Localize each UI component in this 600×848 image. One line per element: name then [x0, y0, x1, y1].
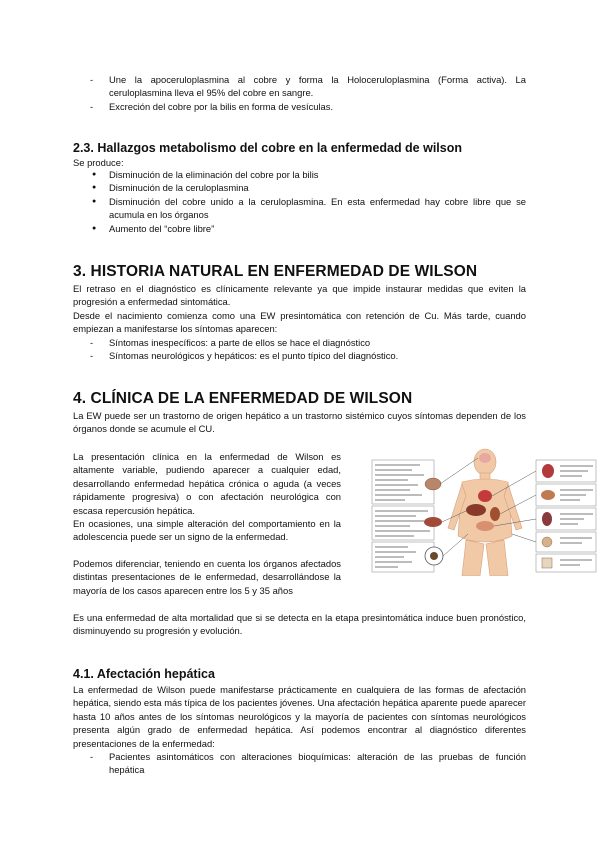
intro-list — [90, 73, 526, 113]
list-item: ● Aumento del “cobre libre” — [90, 222, 526, 235]
section-3-title: 3. HISTORIA NATURAL EN ENFERMEDAD DE WILSON — [73, 263, 478, 280]
section-4-1-title: 4.1. Afectación hepática — [73, 667, 215, 681]
section-3-paragraph-1: El retraso en el diagnóstico es clínicamente relevante ya que impide instaurar medidas que eviten la progresión a enfermedad sintomática. — [73, 283, 526, 308]
section-2-3-list — [90, 168, 526, 235]
list-item: ● Disminución del cobre unido a la ceruloplasmina. En esta enfermedad hay cobre libre que se acumula en los órganos — [90, 195, 526, 222]
section-4-title: 4. CLÍNICA DE LA ENFERMEDAD DE WILSON — [73, 390, 413, 407]
list-item: - Síntomas inespecíficos: a parte de ellos se hace el diagnóstico — [90, 336, 526, 349]
section-2-3-lead: Se produce: — [73, 157, 124, 168]
section-4-paragraph-2: La presentación clínica en la enfermedad de Wilson es altamente variable, pudiendo aparecer a cualquier edad, desarrollando enfermedad hepática crónica o aguda (a veces rápidamente progresiva) o con afectación neurológica con escasa repercusión hepática. — [73, 451, 341, 516]
list-item: ● Disminución de la ceruloplasmina — [90, 181, 526, 194]
list-item: - Pacientes asintomáticos con alteraciones bioquímicas: alteración de las pruebas de función hepática — [90, 750, 526, 777]
list-item: - Excreción del cobre por la bilis en forma de vesículas. — [90, 100, 526, 113]
list-item: - Une la apoceruloplasmina al cobre y forma la Holoceruloplasmina (Forma activa). La ceruloplasmina lleva el 95% del cobre en sangre. — [90, 73, 526, 100]
body-diagram-illustration — [350, 444, 600, 576]
section-2-3-title: 2.3. Hallazgos metabolismo del cobre en la enfermedad de wilson — [73, 141, 463, 155]
section-4-1-paragraph-1: La enfermedad de Wilson puede manifestarse prácticamente en cualquiera de las formas de afectación hepática, siendo esta más típica de los pacientes jóvenes. Una afectación hepática aparente puede aparecer hasta 10 años antes de los síntomas neurológicos y la mayoría de pacientes con síntomas neurológicos presenta algún grado de enfermedad hepática. Así podemos encontrar al diagnóstico diferentes presentaciones de la enfermedad: — [73, 684, 526, 749]
list-item: ● Disminución de la eliminación del cobre por la bilis — [90, 168, 526, 181]
wilson-organs-figure — [350, 444, 600, 576]
section-4-1-list — [90, 750, 526, 777]
section-4-paragraph-3: En ocasiones, una simple alteración del comportamiento en la adolescencia puede ser un signo de la enfermedad. — [73, 518, 341, 543]
section-4-paragraph-4: Podemos diferenciar, teniendo en cuenta los órganos afectados distintas presentaciones de le enfermedad, desarrollándose la mayoría de los casos aparecen entre los 5 y 35 años — [73, 558, 341, 596]
section-3-list — [90, 336, 526, 363]
section-4-paragraph-5: Es una enfermedad de alta mortalidad que si se detecta en la etapa presintomática induce buen pronóstico, disminuyendo su progresión y evolución. — [73, 612, 526, 637]
section-4-paragraph-1: La EW puede ser un trastorno de origen hepático a un trastorno sistémico cuyos síntomas dependen de los órganos donde se acumule el CU. — [73, 410, 526, 435]
section-3-paragraph-2: Desde el nacimiento comienza como una EW presintomática con retención de Cu. Más tarde, cuando empiezan a manifestarse los síntomas aparecen: — [73, 310, 526, 335]
list-item: - Síntomas neurológicos y hepáticos: es el punto típico del diagnóstico. — [90, 349, 526, 362]
